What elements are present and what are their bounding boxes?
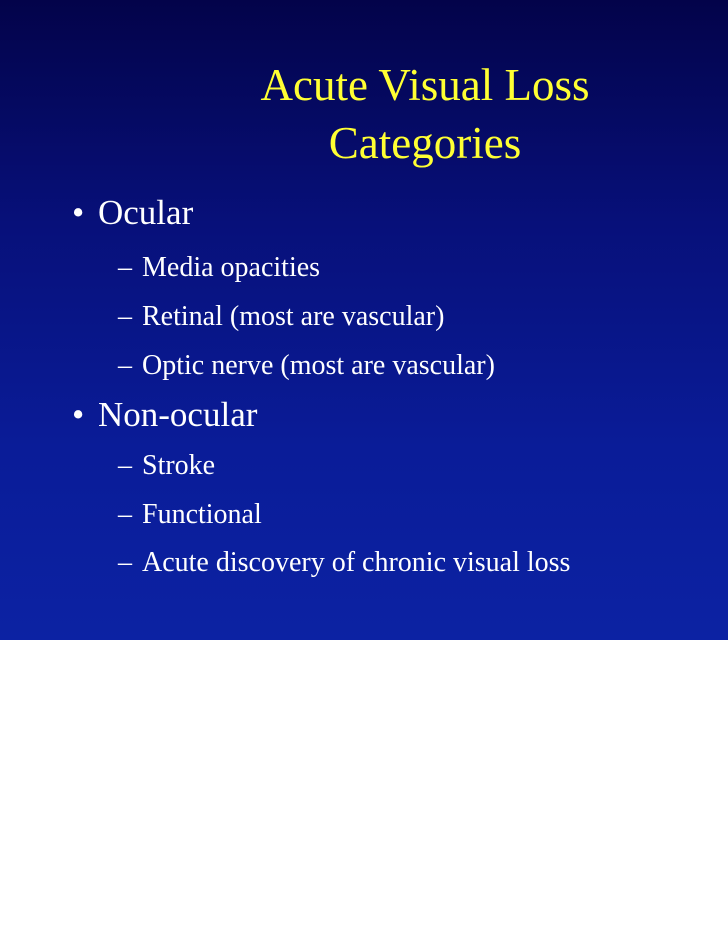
- bullet-non-ocular-label: Non-ocular: [98, 395, 258, 434]
- bullet-ocular-label: Ocular: [98, 193, 194, 232]
- bullet-non-ocular: [72, 395, 257, 435]
- sub-bullet-optic-nerve: [118, 350, 495, 382]
- sub-bullet-label: Optic nerve (most are vascular): [142, 350, 495, 381]
- slide-title-line-1: Acute Visual Loss: [260, 60, 590, 110]
- sub-bullet-label: Retinal (most are vascular): [142, 301, 445, 332]
- dash-marker: –: [118, 252, 132, 283]
- dash-marker: –: [118, 450, 132, 481]
- sub-bullet-functional: [118, 499, 262, 531]
- bullet-marker: •: [72, 395, 85, 434]
- bullet-ocular: [72, 193, 193, 233]
- sub-bullet-acute-discovery: [118, 547, 570, 579]
- blank-page-area: [0, 640, 728, 943]
- sub-bullet-label: Functional: [142, 499, 262, 530]
- sub-bullet-label: Acute discovery of chronic visual loss: [142, 547, 571, 578]
- bullet-marker: •: [72, 193, 85, 232]
- sub-bullet-label: Media opacities: [142, 252, 321, 283]
- sub-bullet-retinal: [118, 301, 444, 333]
- sub-bullet-stroke: [118, 450, 215, 482]
- dash-marker: –: [118, 499, 132, 530]
- dash-marker: –: [118, 547, 132, 578]
- sub-bullet-label: Stroke: [142, 450, 216, 481]
- dash-marker: –: [118, 301, 132, 332]
- sub-bullet-media-opacities: [118, 252, 320, 284]
- slide-title: [150, 56, 700, 172]
- slide-title-line-2: Categories: [328, 118, 522, 168]
- dash-marker: –: [118, 350, 132, 381]
